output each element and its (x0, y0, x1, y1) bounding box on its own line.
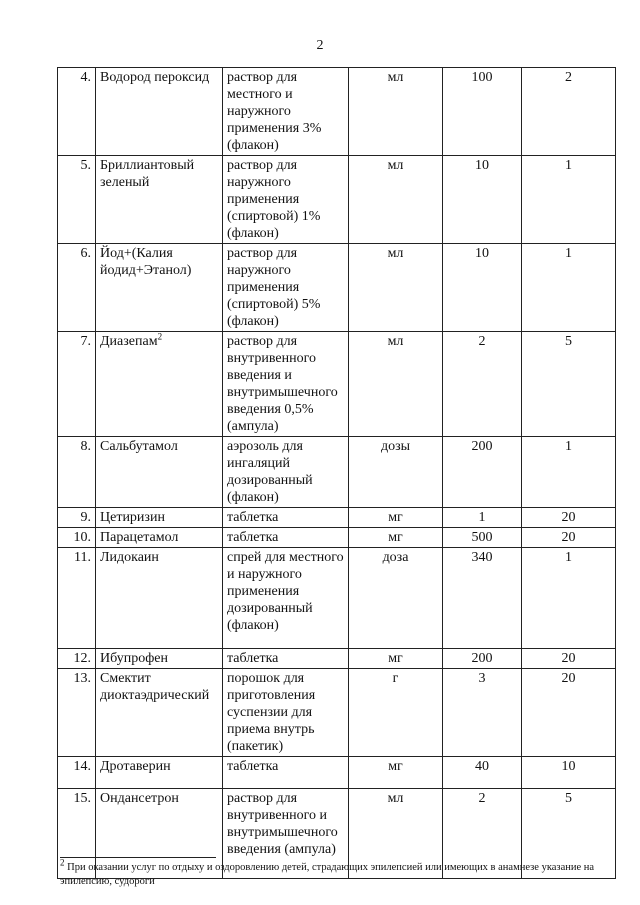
quantity: 500 (443, 528, 522, 548)
quantity: 1 (443, 508, 522, 528)
drug-name: Дротаверин (96, 757, 223, 789)
count: 1 (522, 548, 616, 649)
row-number: 13. (58, 669, 96, 757)
table-row (58, 528, 616, 548)
unit: доза (349, 548, 443, 649)
dosage-form: спрей для местного и наружного применения дозированный (флакон) (223, 548, 349, 649)
unit: мг (349, 508, 443, 528)
dosage-form: таблетка (223, 649, 349, 669)
row-number: 15. (58, 789, 96, 879)
row-number: 11. (58, 548, 96, 649)
table-row (58, 669, 616, 757)
row-number: 7. (58, 332, 96, 437)
unit: г (349, 669, 443, 757)
table-row (58, 437, 616, 508)
dosage-form: аэрозоль для ингаляций дозированный (флакон) (223, 437, 349, 508)
row-number: 14. (58, 757, 96, 789)
dosage-form: раствор для наружного применения (спиртовой) 1% (флакон) (223, 156, 349, 244)
quantity: 2 (443, 332, 522, 437)
quantity: 340 (443, 548, 522, 649)
quantity: 10 (443, 244, 522, 332)
footnote-divider (60, 857, 216, 858)
count: 20 (522, 528, 616, 548)
quantity: 200 (443, 437, 522, 508)
quantity: 200 (443, 649, 522, 669)
table-row (58, 68, 616, 156)
count: 2 (522, 68, 616, 156)
footnote-text: При оказании услуг по отдыху и оздоровлению детей, страдающих эпилепсией или имеющих в анамнезе указание на эпилепсию, судороги (60, 862, 595, 887)
dosage-form: раствор для внутривенного и внутримышечного введения (ампула) (223, 789, 349, 879)
drug-name (96, 332, 223, 437)
table-row (58, 757, 616, 789)
medication-table (57, 67, 616, 879)
row-number: 9. (58, 508, 96, 528)
dosage-form: раствор для внутривенного введения и внутримышечного введения 0,5%(ампула) (223, 332, 349, 437)
drug-name: Ибупрофен (96, 649, 223, 669)
drug-name: Ондансетрон (96, 789, 223, 879)
drug-name: Цетиризин (96, 508, 223, 528)
drug-name: Бриллиантовый зеленый (96, 156, 223, 244)
footnote (60, 857, 615, 889)
footnote-marker: 2 (60, 857, 65, 868)
unit: мг (349, 528, 443, 548)
drug-name-text: Диазепам (100, 334, 158, 349)
dosage-form: раствор для местного и наружного применения 3% (флакон) (223, 68, 349, 156)
page-number: 2 (316, 38, 324, 53)
table-row (58, 244, 616, 332)
count: 5 (522, 789, 616, 879)
footnote-ref: 2 (157, 331, 163, 342)
dosage-form: раствор для наружного применения (спиртовой) 5% (флакон) (223, 244, 349, 332)
quantity: 40 (443, 757, 522, 789)
count: 1 (522, 156, 616, 244)
row-number: 8. (58, 437, 96, 508)
count: 10 (522, 757, 616, 789)
count: 1 (522, 437, 616, 508)
drug-name: Лидокаин (96, 548, 223, 649)
quantity: 100 (443, 68, 522, 156)
unit: мл (349, 156, 443, 244)
drug-name: Смектит диоктаэдрический (96, 669, 223, 757)
count: 5 (522, 332, 616, 437)
table-row (58, 332, 616, 437)
drug-name: Парацетамол (96, 528, 223, 548)
drug-name: Водород пероксид (96, 68, 223, 156)
unit: мл (349, 332, 443, 437)
quantity: 10 (443, 156, 522, 244)
row-number: 5. (58, 156, 96, 244)
table-row (58, 649, 616, 669)
quantity: 3 (443, 669, 522, 757)
unit: мл (349, 789, 443, 879)
row-number: 6. (58, 244, 96, 332)
dosage-form: порошок для приготовления суспензии для приема внутрь (пакетик) (223, 669, 349, 757)
quantity: 2 (443, 789, 522, 879)
row-number: 12. (58, 649, 96, 669)
count: 20 (522, 508, 616, 528)
count: 1 (522, 244, 616, 332)
drug-name: Сальбутамол (96, 437, 223, 508)
count: 20 (522, 669, 616, 757)
unit: мг (349, 757, 443, 789)
count: 20 (522, 649, 616, 669)
dosage-form: таблетка (223, 508, 349, 528)
row-number: 4. (58, 68, 96, 156)
drug-name: Йод+(Калия йодид+Этанол) (96, 244, 223, 332)
table-row (58, 508, 616, 528)
dosage-form: таблетка (223, 528, 349, 548)
unit: мг (349, 649, 443, 669)
unit: мл (349, 244, 443, 332)
unit: дозы (349, 437, 443, 508)
dosage-form: таблетка (223, 757, 349, 789)
table-row (58, 548, 616, 649)
unit: мл (349, 68, 443, 156)
row-number: 10. (58, 528, 96, 548)
table-row (58, 156, 616, 244)
